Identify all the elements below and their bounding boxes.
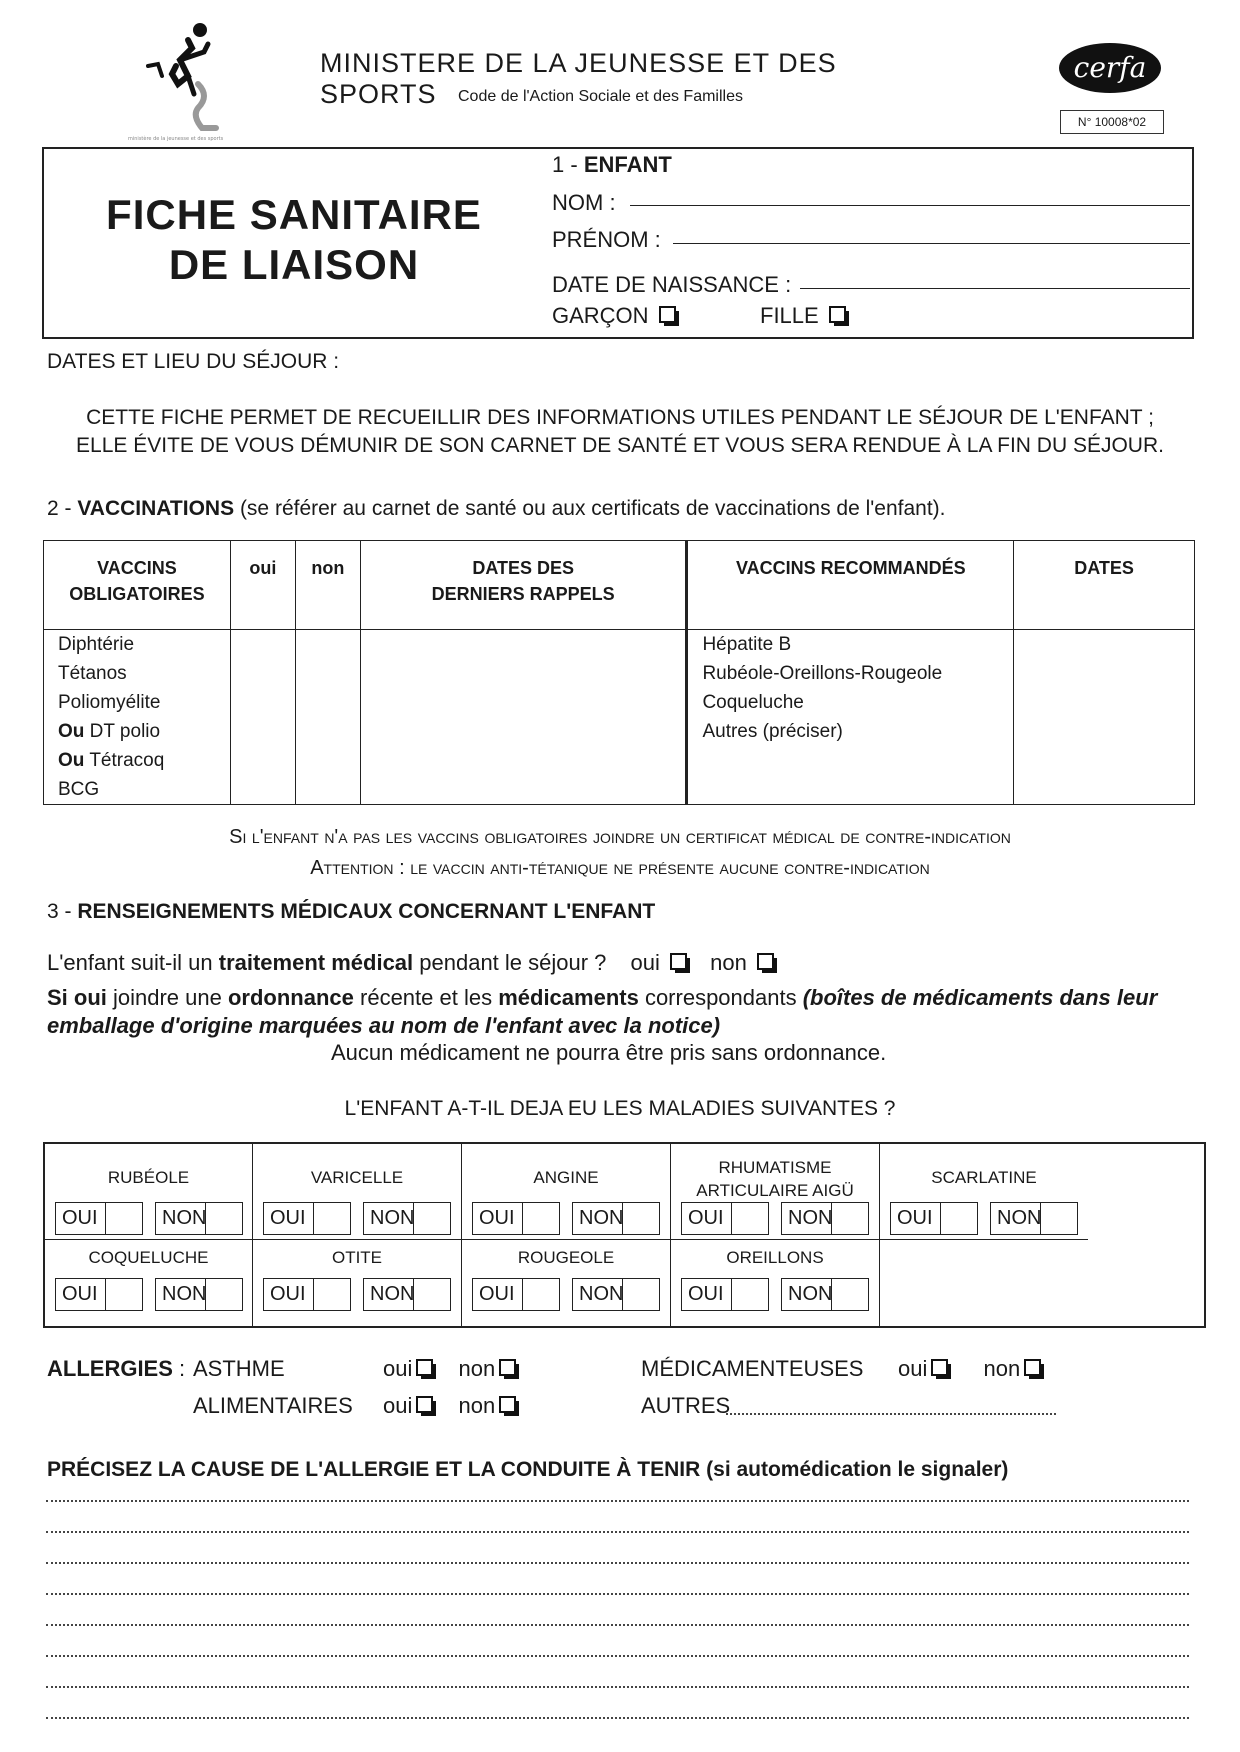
vaccine-recommande — [687, 746, 1014, 775]
garcon-checkbox[interactable] — [659, 306, 681, 328]
ministry-logo — [118, 18, 268, 143]
maladie-non-option-box[interactable] — [831, 1279, 868, 1310]
maladie-non-option[interactable]: NON — [155, 1278, 243, 1311]
header-recommandes: VACCINS RECOMMANDÉS — [687, 541, 1014, 630]
garcon-option — [552, 303, 681, 329]
alimentaires-options: oui non — [383, 1393, 521, 1419]
maladie-cell — [671, 1240, 880, 1326]
allergie-conduite-line[interactable] — [46, 1527, 1189, 1533]
maladie-oui-option[interactable]: OUI — [681, 1202, 769, 1235]
date-naissance-label: DATE DE NAISSANCE : — [552, 272, 792, 297]
maladie-oui-option[interactable]: OUI — [263, 1202, 351, 1235]
allergie-conduite-line[interactable] — [46, 1589, 1189, 1595]
vaccine-recommande: Rubéole-Oreillons-Rougeole — [687, 659, 1014, 688]
maladie-name: RUBÉOLE — [107, 1168, 190, 1187]
allergie-conduite-line[interactable] — [46, 1558, 1189, 1564]
vaccine-non-cell[interactable] — [295, 688, 360, 717]
prenom-label: PRÉNOM : — [552, 227, 661, 252]
vaccine-oui-cell[interactable] — [230, 746, 295, 775]
maladie-oui-option[interactable]: OUI — [55, 1202, 143, 1235]
vaccine-recommande-date-cell[interactable] — [1014, 746, 1195, 775]
traitement-non-label: non — [710, 950, 747, 975]
cerfa-logo — [1058, 42, 1162, 94]
intro-text — [40, 404, 1200, 460]
ministry-title: MINISTERE DE LA JEUNESSE ET DES SPORTS — [320, 48, 837, 109]
vaccine-recommande — [687, 775, 1014, 805]
code-subtitle: Code de l'Action Sociale et des Familles — [458, 88, 743, 105]
asthme-label: ASTHME — [193, 1356, 285, 1381]
vaccine-row — [44, 630, 1195, 660]
vaccine-obligatoire: Diphtérie — [44, 630, 231, 660]
maladie-name: ROUGEOLE — [517, 1248, 615, 1267]
maladie-non-option[interactable]: NON — [155, 1202, 243, 1235]
vaccinations-table — [43, 540, 1195, 805]
vaccine-rappel-date-cell[interactable] — [360, 659, 687, 688]
allergies-label: ALLERGIES : — [47, 1356, 186, 1381]
traitement-non-checkbox[interactable] — [757, 953, 779, 975]
maladie-non-option[interactable]: NON — [781, 1278, 869, 1311]
medicamenteuses-oui-checkbox[interactable] — [931, 1359, 953, 1381]
allergie-conduite-line[interactable] — [46, 1651, 1189, 1657]
fille-checkbox[interactable] — [829, 306, 851, 328]
vaccine-rappel-date-cell[interactable] — [360, 717, 687, 746]
vaccine-recommande-date-cell[interactable] — [1014, 775, 1195, 805]
vaccine-obligatoire: Poliomyélite — [44, 688, 231, 717]
maladie-oui-option[interactable]: OUI — [890, 1202, 978, 1235]
allergie-conduite-line[interactable] — [46, 1682, 1189, 1688]
vaccine-oui-cell[interactable] — [230, 775, 295, 805]
allergie-conduite-line[interactable] — [46, 1713, 1189, 1719]
maladie-cell — [671, 1144, 880, 1240]
vaccine-obligatoire: Ou DT polio — [44, 717, 231, 746]
maladie-non-option[interactable]: NON — [363, 1278, 451, 1311]
vaccine-obligatoire: Ou Tétracoq — [44, 746, 231, 775]
vaccine-oui-cell[interactable] — [230, 688, 295, 717]
maladie-name: VARICELLE — [310, 1168, 404, 1187]
maladie-cell — [45, 1144, 253, 1240]
maladie-oui-option[interactable]: OUI — [472, 1202, 560, 1235]
intro-line2: ELLE ÉVITE DE VOUS DÉMUNIR DE SON CARNET DE SANTÉ ET VOUS SERA RENDUE À LA FIN DU SÉJOUR. — [76, 434, 1164, 457]
vaccine-oui-cell[interactable] — [230, 717, 295, 746]
vaccine-non-cell[interactable] — [295, 746, 360, 775]
section3-heading — [47, 900, 655, 924]
vaccine-row — [44, 746, 1195, 775]
maladie-cell — [462, 1144, 671, 1240]
maladie-cell — [880, 1240, 1088, 1326]
maladie-oui-option[interactable]: OUI — [681, 1278, 769, 1311]
vaccine-rappel-date-cell[interactable] — [360, 630, 687, 660]
header-rappels: DATES DES DERNIERS RAPPELS — [360, 541, 687, 630]
vaccine-oui-cell[interactable] — [230, 630, 295, 660]
vaccine-obligatoire: Tétanos — [44, 659, 231, 688]
maladie-oui-option[interactable]: OUI — [55, 1278, 143, 1311]
maladie-name: SCARLATINE — [931, 1168, 1037, 1187]
maladie-non-option[interactable]: NON — [363, 1202, 451, 1235]
vaccine-recommande-date-cell[interactable] — [1014, 659, 1195, 688]
traitement-oui-label: oui — [630, 950, 660, 975]
section1-heading — [552, 152, 672, 178]
maladie-oui-option-box[interactable] — [522, 1279, 559, 1310]
section1-title: ENFANT — [583, 152, 672, 177]
section2-note: (se référer au carnet de santé ou aux certificats de vaccinations de l'enfant). — [239, 497, 946, 520]
vaccine-rappel-date-cell[interactable] — [360, 746, 687, 775]
maladie-oui-option-box[interactable] — [522, 1203, 559, 1234]
maladie-name: ANGINE — [533, 1168, 599, 1187]
nom-field[interactable] — [630, 205, 1190, 206]
maladie-cell — [880, 1144, 1088, 1240]
maladie-oui-option-box[interactable] — [313, 1203, 350, 1234]
vaccine-row — [44, 659, 1195, 688]
maladie-name: RHUMATISME ARTICULAIRE AIGÜ — [696, 1158, 854, 1200]
vaccine-row — [44, 775, 1195, 805]
autres-label: AUTRES — [641, 1393, 731, 1418]
fille-option — [760, 303, 851, 329]
precisez-heading: PRÉCISEZ LA CAUSE DE L'ALLERGIE ET LA CONDUITE À TENIR (si automédication le signaler) — [47, 1458, 1009, 1481]
section2-title: VACCINATIONS — [77, 497, 235, 520]
maladie-cell — [253, 1144, 462, 1240]
maladie-name: COQUELUCHE — [88, 1248, 209, 1267]
dates-lieu-label: DATES ET LIEU DU SÉJOUR : — [47, 350, 340, 373]
maladie-name: OREILLONS — [726, 1248, 824, 1267]
intro-line1: CETTE FICHE PERMET DE RECUEILLIR DES INFORMATIONS UTILES PENDANT LE SÉJOUR DE L'ENFANT ; — [86, 406, 1154, 429]
maladie-non-option[interactable]: NON — [572, 1278, 660, 1311]
alimentaires-non-checkbox[interactable] — [499, 1396, 521, 1418]
maladie-non-option[interactable]: NON — [990, 1202, 1078, 1235]
vaccine-rappel-date-cell[interactable] — [360, 775, 687, 805]
section3-number: 3 - — [47, 900, 72, 923]
date-naissance-field[interactable] — [800, 288, 1190, 289]
header-obligatoires: VACCINS OBLIGATOIRES — [44, 541, 231, 630]
allergie-conduite-line[interactable] — [46, 1620, 1189, 1626]
maladie-non-option-box[interactable] — [831, 1203, 868, 1234]
allergie-conduite-line[interactable] — [46, 1496, 1189, 1502]
cerfa-number: N° 10008*02 — [1060, 110, 1164, 134]
vaccine-recommande: Coqueluche — [687, 688, 1014, 717]
header-oui: oui — [230, 541, 295, 630]
maladie-oui-option-box[interactable] — [105, 1203, 142, 1234]
maladie-cell — [462, 1240, 671, 1326]
asthme-options: oui non — [383, 1356, 521, 1382]
maladie-non-option-box[interactable] — [622, 1203, 659, 1234]
maladie-non-option-box[interactable] — [622, 1279, 659, 1310]
section1-number: 1 - — [552, 152, 578, 177]
traitement-question: L'enfant suit-il un traitement médical pendant le séjour ? oui non — [47, 950, 779, 976]
alimentaires-label: ALIMENTAIRES — [193, 1393, 353, 1418]
traitement-oui-checkbox[interactable] — [670, 953, 692, 975]
form-title-line2: DE LIAISON — [168, 241, 420, 288]
vaccine-recommande-date-cell[interactable] — [1014, 717, 1195, 746]
maladie-non-option-box[interactable] — [413, 1279, 450, 1310]
maladie-non-option-box[interactable] — [205, 1203, 242, 1234]
asthme-oui-checkbox[interactable] — [416, 1359, 438, 1381]
vaccine-rappel-date-cell[interactable] — [360, 688, 687, 717]
header-non: non — [295, 541, 360, 630]
vaccine-obligatoire: BCG — [44, 775, 231, 805]
maladie-non-option[interactable]: NON — [781, 1202, 869, 1235]
nom-label: NOM : — [552, 190, 616, 215]
section2-heading — [47, 497, 946, 521]
vaccine-non-cell[interactable] — [295, 775, 360, 805]
vaccine-recommande: Hépatite B — [687, 630, 1014, 660]
fille-label: FILLE — [760, 303, 819, 328]
medicamenteuses-label: MÉDICAMENTEUSES — [641, 1356, 864, 1381]
maladie-oui-option-box[interactable] — [105, 1279, 142, 1310]
vaccine-recommande-date-cell[interactable] — [1014, 688, 1195, 717]
vaccine-recommande-date-cell[interactable] — [1014, 630, 1195, 660]
maladie-non-option-box[interactable] — [205, 1279, 242, 1310]
medicamenteuses-options: oui non — [898, 1356, 1046, 1382]
maladie-oui-option-box[interactable] — [940, 1203, 977, 1234]
form-title — [78, 190, 510, 290]
asthme-non-checkbox[interactable] — [499, 1359, 521, 1381]
vaccinations-header-row — [44, 541, 1195, 630]
notice-antitetanique: Attention : le vaccin anti-tétanique ne présente aucune contre-indication — [310, 857, 930, 879]
maladie-oui-option[interactable]: OUI — [472, 1278, 560, 1311]
vaccine-row — [44, 688, 1195, 717]
vaccine-recommande: Autres (préciser) — [687, 717, 1014, 746]
vaccine-non-cell[interactable] — [295, 717, 360, 746]
vaccination-notices — [40, 822, 1200, 884]
vaccine-row — [44, 717, 1195, 746]
vaccine-non-cell[interactable] — [295, 630, 360, 660]
maladies-grid — [43, 1142, 1206, 1328]
autres-field[interactable] — [726, 1395, 1056, 1415]
maladie-cell — [253, 1240, 462, 1326]
maladie-cell — [45, 1240, 253, 1326]
notice-certificat: Si l'enfant n'a pas les vaccins obligatoires joindre un certificat médical de contre-indication — [229, 826, 1011, 848]
maladie-name: OTITE — [331, 1248, 383, 1267]
maladies-question: L'ENFANT A-T-IL DEJA EU LES MALADIES SUIVANTES ? — [344, 1097, 896, 1120]
garcon-label: GARÇON — [552, 303, 649, 328]
maladie-oui-option-box[interactable] — [731, 1279, 768, 1310]
header-dates: DATES — [1014, 541, 1195, 630]
maladie-non-option-box[interactable] — [1040, 1203, 1077, 1234]
vaccine-non-cell[interactable] — [295, 659, 360, 688]
maladie-oui-option[interactable]: OUI — [263, 1278, 351, 1311]
section3-title: RENSEIGNEMENTS MÉDICAUX CONCERNANT L'ENFANT — [77, 900, 656, 923]
maladie-non-option[interactable]: NON — [572, 1202, 660, 1235]
medicamenteuses-non-checkbox[interactable] — [1024, 1359, 1046, 1381]
maladie-oui-option-box[interactable] — [731, 1203, 768, 1234]
prenom-field[interactable] — [673, 243, 1190, 244]
maladie-oui-option-box[interactable] — [313, 1279, 350, 1310]
ordonnance-instructions: Si oui joindre une ordonnance récente et les médicaments correspondants (boîtes de médicaments dans leur emballage d'origine marquées au nom de l'enfant avec la notice) — [47, 985, 1158, 1038]
alimentaires-oui-checkbox[interactable] — [416, 1396, 438, 1418]
logo-caption: ministère de la jeunesse et des sports — [128, 136, 224, 142]
form-title-line1: FICHE SANITAIRE — [106, 191, 482, 238]
section2-number: 2 - — [47, 497, 72, 520]
maladie-non-option-box[interactable] — [413, 1203, 450, 1234]
vaccine-oui-cell[interactable] — [230, 659, 295, 688]
cerfa-logo-text: cerfa — [1073, 51, 1147, 84]
aucun-medicament: Aucun médicament ne pourra être pris sans ordonnance. — [331, 1040, 887, 1065]
